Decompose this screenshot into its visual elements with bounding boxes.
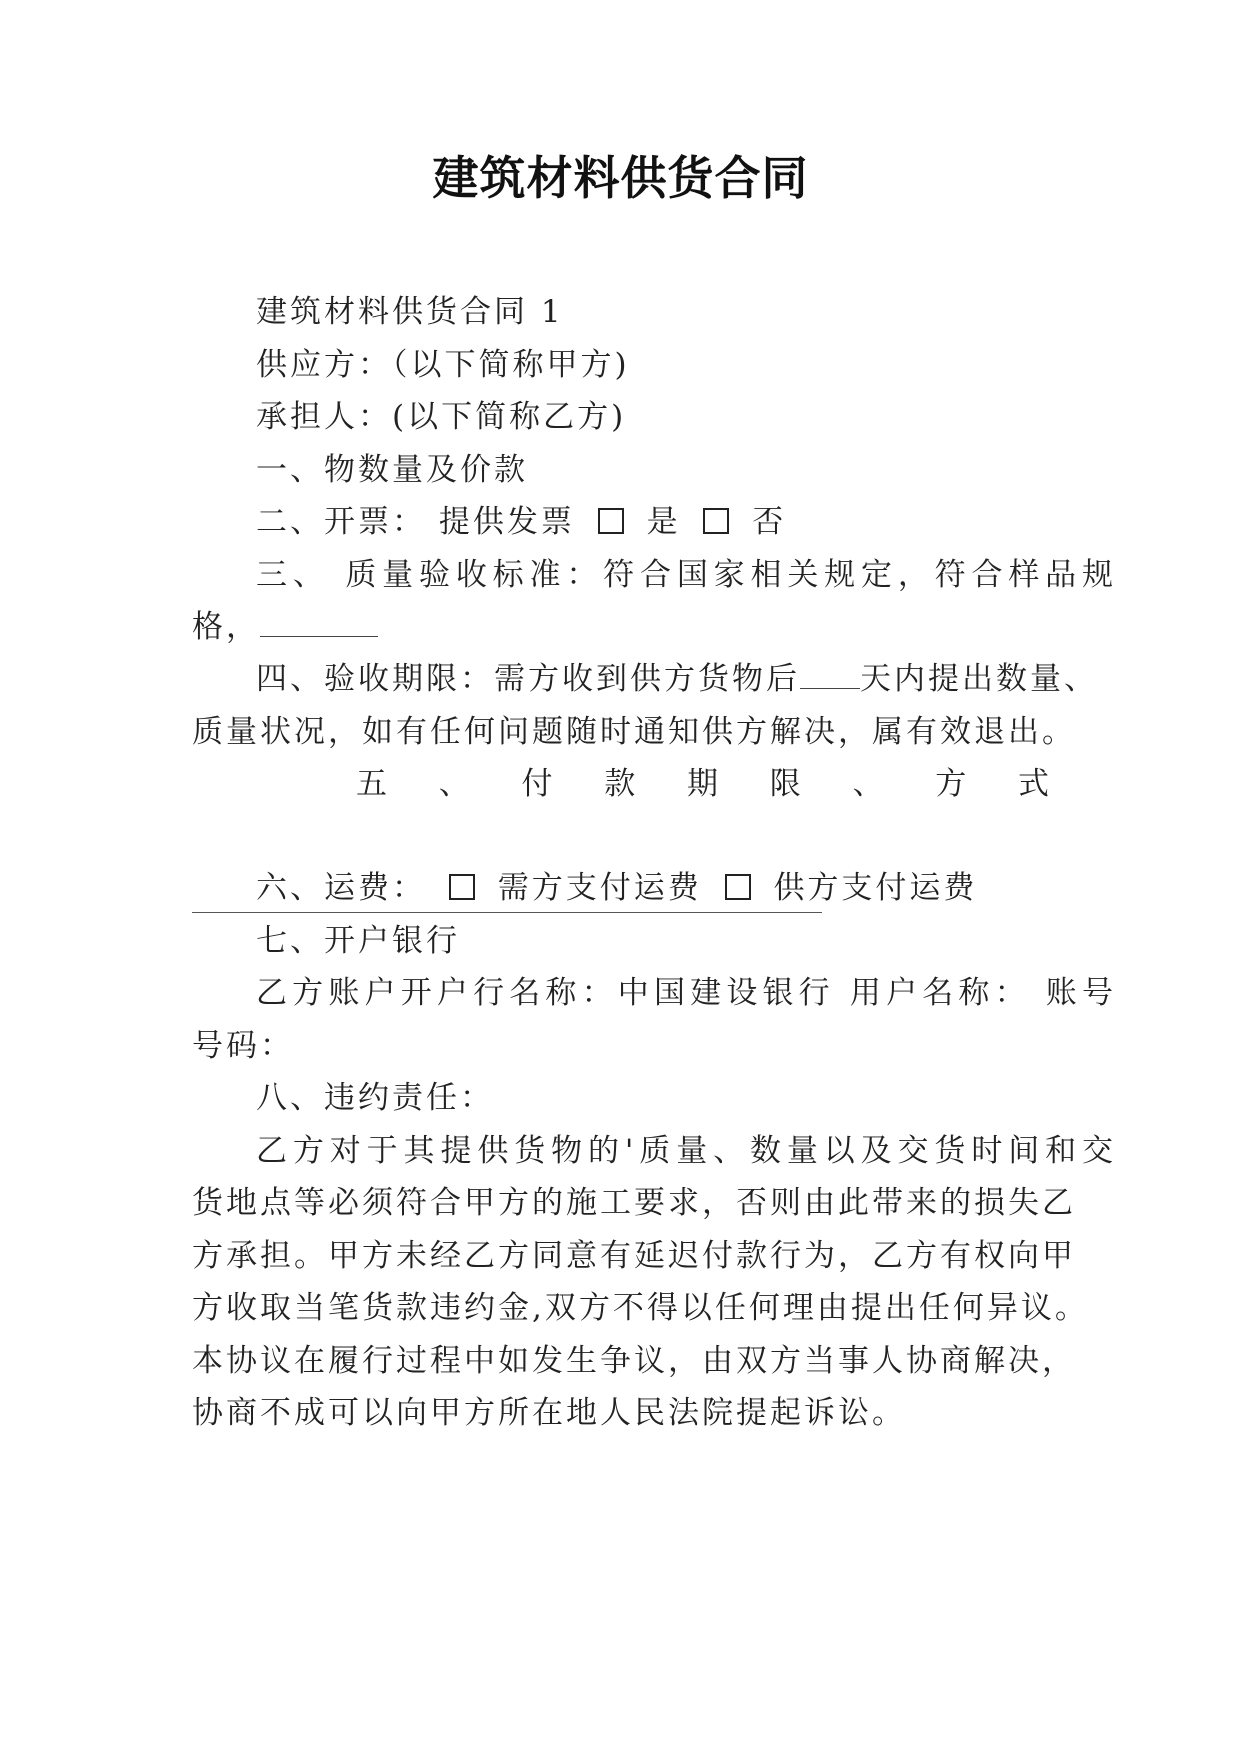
section-4-continued: 质量状况，如有任何问题随时通知供方解决，属有效退出。 <box>192 714 1076 750</box>
payment-char: 、 <box>852 766 887 802</box>
invoice-label: 二、开票： <box>256 504 426 540</box>
acceptance-days-blank[interactable] <box>800 666 860 689</box>
contract-subtitle: 建筑材料供货合同 1 <box>256 294 564 330</box>
payment-char: 式 <box>1018 766 1052 802</box>
invoice-no-label: 否 <box>752 504 787 540</box>
payment-char: 、 <box>438 766 473 802</box>
freight-buyer-label: 需方支付运费 <box>497 870 702 906</box>
payment-char: 期 <box>687 766 721 802</box>
dispute-paragraph-line: 本协议在履行过程中如发生争议，由双方当事人协商解决， <box>192 1343 1076 1379</box>
section-7-bank: 七、开户银行 <box>256 923 460 959</box>
freight-label: 六、运费： <box>256 870 426 906</box>
supplier-line: 供应方：（以下简称甲方) <box>256 347 630 383</box>
quality-blank-field[interactable] <box>260 614 378 637</box>
acceptance-text-b: 天内提出数量、 <box>860 661 1098 697</box>
liability-paragraph-line: 乙方对于其提供货物的'质量、数量以及交货时间和交 <box>256 1133 1116 1169</box>
invoice-provide-label: 提供发票 <box>438 504 575 540</box>
document-title: 建筑材料供货合同 <box>432 151 809 205</box>
acceptance-text-a: 四、验收期限：需方收到供方货物后 <box>256 661 800 697</box>
invoice-yes-checkbox[interactable] <box>598 508 624 534</box>
invoice-yes-label: 是 <box>646 504 681 540</box>
section-3-quality: 三、 质量验收标准：符合国家相关规定，符合样品规 <box>256 557 1116 593</box>
liability-paragraph-line: 方收取当笔货款违约金,双方不得以任何理由提出任何异议。 <box>192 1290 1089 1326</box>
liability-paragraph-line: 货地点等必须符合甲方的施工要求，否则由此带来的损失乙 <box>192 1185 1076 1221</box>
bank-account-number-line: 号码： <box>192 1028 294 1064</box>
freight-buyer-checkbox[interactable] <box>449 874 475 900</box>
section-2-invoice <box>192 493 1116 551</box>
invoice-no-checkbox[interactable] <box>703 508 729 534</box>
contractor-line: 承担人：(以下简称乙方) <box>256 399 627 435</box>
payment-char: 款 <box>604 766 639 802</box>
section-4-acceptance <box>192 650 1116 708</box>
freight-supplier-checkbox[interactable] <box>725 874 751 900</box>
liability-paragraph-line: 方承担。甲方未经乙方同意有延迟付款行为，乙方有权向甲 <box>192 1238 1076 1274</box>
section-6-freight <box>192 859 1116 917</box>
payment-char: 五 <box>356 766 390 802</box>
section-8-liability: 八、违约责任： <box>256 1080 494 1116</box>
freight-supplier-label: 供方支付运费 <box>773 870 978 906</box>
payment-char: 付 <box>521 766 556 802</box>
section-3-continued-text: 格， <box>192 609 260 645</box>
payment-char: 限 <box>769 766 804 802</box>
payment-char: 方 <box>935 766 970 802</box>
bank-account-line: 乙方账户开户行名称：中国建设银行 用户名称： 账号 <box>256 975 1116 1011</box>
section-5-payment <box>192 755 1052 813</box>
section-1-heading: 一、物数量及价款 <box>256 452 528 488</box>
dispute-paragraph-line: 协商不成可以向甲方所在地人民法院提起诉讼。 <box>192 1395 906 1431</box>
section-3-continued <box>192 598 1052 656</box>
